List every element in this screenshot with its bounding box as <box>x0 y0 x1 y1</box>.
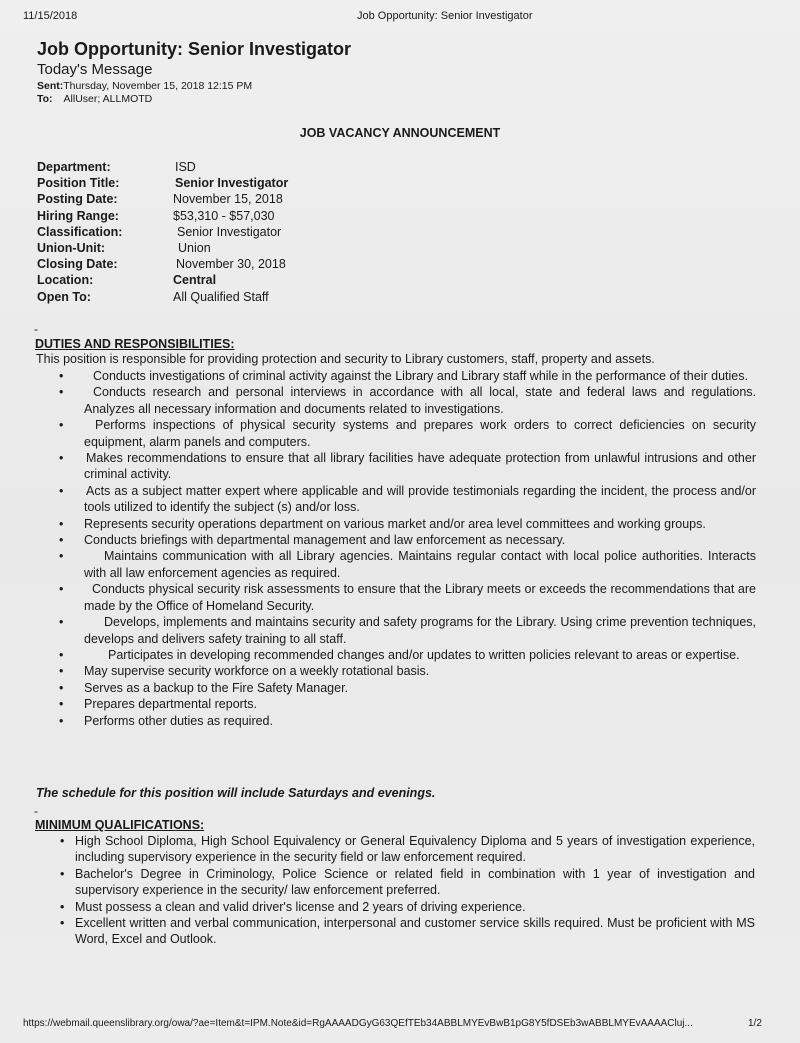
bullet-icon: • <box>59 385 64 400</box>
duties-intro: This position is responsible for providing protection and security to Library customers, staff, property and assets. <box>36 352 655 366</box>
message-folder: Today's Message <box>37 61 153 78</box>
list-item <box>56 581 756 614</box>
bullet-icon: • <box>59 418 64 433</box>
detail-label: Location: <box>37 273 94 288</box>
list-item <box>56 417 756 450</box>
detail-label: Open To: <box>37 289 91 304</box>
to-line <box>37 93 152 105</box>
detail-label: Closing Date: <box>37 257 118 272</box>
list-item-text: Bachelor's Degree in Criminology, Police Science or related field in combination with 1 year of investigation and supervisory experience in the security/ law enforcement preferred. <box>75 866 755 898</box>
detail-value: Union <box>178 240 211 255</box>
list-item <box>60 833 755 866</box>
list-item-text: Excellent written and verbal communication, interpersonal and customer service skills required. Must be proficient with MS Word, Excel and Outlook. <box>75 916 755 947</box>
list-item <box>56 483 756 516</box>
section-dash: - <box>34 322 38 336</box>
to-label: To: <box>37 93 53 105</box>
bullet-icon: • <box>59 713 64 728</box>
bullet-icon: • <box>59 697 64 712</box>
list-item <box>60 915 755 948</box>
detail-value: ISD <box>175 160 196 174</box>
list-item-text: Serves as a backup to the Fire Safety Manager. <box>84 680 349 695</box>
duties-list <box>56 368 756 729</box>
bullet-icon: • <box>59 369 64 383</box>
list-item-text: May supervise security workforce on a weekly rotational basis. <box>84 664 430 679</box>
list-item <box>60 866 755 899</box>
bullet-icon: • <box>59 680 64 695</box>
bullet-icon: • <box>59 451 64 466</box>
list-item <box>60 899 755 915</box>
detail-value: November 15, 2018 <box>173 192 283 207</box>
list-item-text: Represents security operations department on various market and/or area level committees and working groups. <box>84 516 706 531</box>
list-item-text: High School Diploma, High School Equivalency or General Equivalency Diploma and 5 years of investigation experience, including supervisory experience in the security field or law enforcement required. <box>75 834 755 865</box>
list-item <box>56 680 756 696</box>
list-item-text: Must possess a clean and valid driver's license and 2 years of driving experience. <box>75 899 526 914</box>
detail-value: All Qualified Staff <box>173 289 269 304</box>
detail-label: Classification: <box>37 224 123 239</box>
list-item <box>56 384 756 417</box>
list-item-text: Conducts research and personal interviews in accordance with all local, state and federal laws and regulations. Analyzes all necessary information and documents related to investigations. <box>84 385 756 416</box>
duties-heading: DUTIES AND RESPONSIBILITIES: <box>35 337 235 351</box>
list-item-text: Makes recommendations to ensure that all library facilities have adequate protection from unlawful intrusions and other criminal activity. <box>84 451 756 482</box>
list-item <box>56 516 756 532</box>
list-item <box>56 647 756 663</box>
list-item <box>56 614 756 647</box>
qualifications-list <box>60 833 755 948</box>
qualifications-heading: MINIMUM QUALIFICATIONS: <box>35 818 205 832</box>
list-item-text: Performs inspections of physical security systems and prepares work orders to correct deficiencies on security equipment, alarm panels and computers. <box>84 418 756 449</box>
detail-label: Position Title: <box>37 176 120 191</box>
bullet-icon: • <box>59 615 64 630</box>
list-item-text: Acts as a subject matter expert where applicable and will provide testimonials regarding the incident, the process and/or tools utilized to identify the subject (s) and/or loss. <box>84 483 756 515</box>
sent-label: Sent: <box>37 80 64 92</box>
bullet-icon: • <box>59 549 64 564</box>
list-item-text: Maintains communication with all Library agencies. Maintains regular contact with local police authorities. Interacts with all law enforcement agencies as required. <box>84 549 756 580</box>
bullet-icon: • <box>60 834 65 848</box>
list-item <box>56 368 756 384</box>
schedule-note: The schedule for this position will include Saturdays and evenings. <box>36 786 436 800</box>
detail-value: November 30, 2018 <box>176 257 286 272</box>
bullet-icon: • <box>59 483 64 498</box>
detail-label: Department: <box>37 160 111 174</box>
detail-value: Senior Investigator <box>177 224 282 239</box>
bullet-icon: • <box>60 899 65 914</box>
print-date: 11/15/2018 <box>23 10 78 22</box>
detail-value: $53,310 - $57,030 <box>173 208 275 223</box>
detail-value: Senior Investigator <box>175 176 289 191</box>
list-item-text: Develops, implements and maintains security and safety programs for the Library. Using crime prevention techniques, develops and delivers safety training to all staff. <box>84 615 756 646</box>
bullet-icon: • <box>59 582 64 597</box>
list-item-text: Participates in developing recommended changes and/or updates to written policies relevant to areas or expertise. <box>108 647 740 662</box>
list-item <box>56 532 756 548</box>
print-header-title: Job Opportunity: Senior Investigator <box>357 10 533 22</box>
bullet-icon: • <box>59 647 64 662</box>
list-item-text: Conducts physical security risk assessments to ensure that the Library meets or exceeds the recommendations that are made by the Office of Homeland Security. <box>84 582 756 613</box>
message-subject: Job Opportunity: Senior Investigator <box>37 39 352 59</box>
list-item <box>56 663 756 679</box>
detail-label: Posting Date: <box>37 192 118 207</box>
bullet-icon: • <box>60 866 65 881</box>
list-item-text: Prepares departmental reports. <box>84 697 258 712</box>
bullet-icon: • <box>59 516 64 531</box>
list-item-text: Conducts briefings with departmental management and law enforcement as necessary. <box>84 533 566 548</box>
list-item <box>56 696 756 712</box>
list-item-text: Performs other duties as required. <box>84 713 273 728</box>
bullet-icon: • <box>59 533 64 548</box>
list-item-text: Conducts investigations of criminal activity against the Library and Library staff while in the performance of their duties. <box>93 369 748 383</box>
list-item <box>56 450 756 483</box>
page-number: 1/2 <box>748 1018 762 1029</box>
bullet-icon: • <box>60 916 65 931</box>
bullet-icon: • <box>59 664 64 679</box>
detail-label: Hiring Range: <box>37 208 119 223</box>
list-item <box>56 713 756 729</box>
to-value: AllUser; ALLMOTD <box>63 93 153 105</box>
announcement-title: JOB VACANCY ANNOUNCEMENT <box>299 126 501 140</box>
detail-value: Central <box>173 273 217 288</box>
sent-line <box>37 80 252 92</box>
section-dash: - <box>34 804 38 818</box>
list-item <box>56 548 756 581</box>
detail-label: Union-Unit: <box>37 240 106 255</box>
footer-url[interactable]: https://webmail.queenslibrary.org/owa/?ae=Item&t=IPM.Note&id=RgAAAADGyG63QEfTEb34ABBLMYEvBwB1pG8Y5fDSEb3wABBLMYEvAAAACluj... <box>23 1018 693 1029</box>
sent-value: Thursday, November 15, 2018 12:15 PM <box>63 80 253 92</box>
